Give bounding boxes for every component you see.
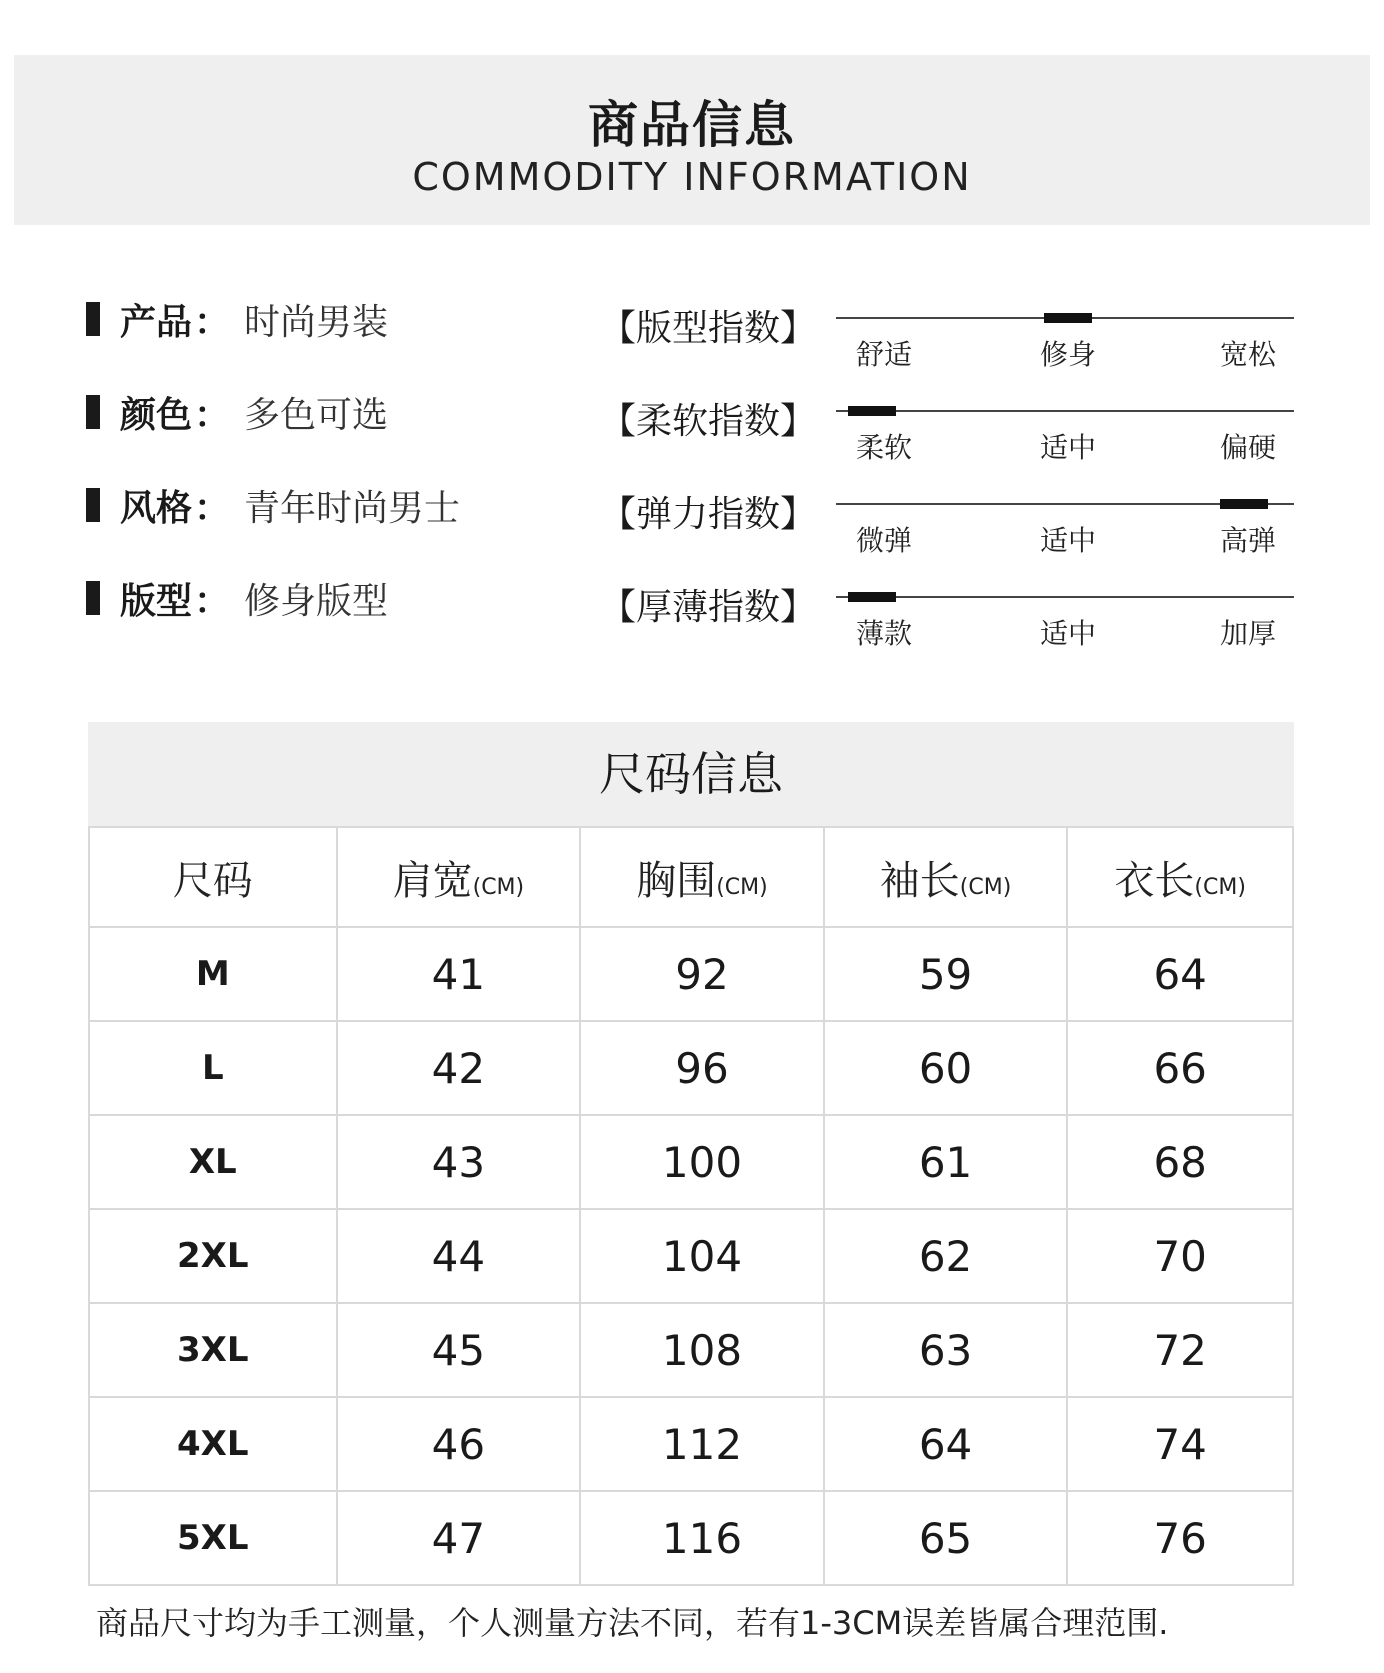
table-row [89,1021,1293,1115]
unit-label: (CM) [959,874,1012,900]
scale-option: 加厚 [1220,617,1277,650]
chest-cell: 96 [580,1021,824,1115]
header-size: 尺码 [89,827,337,927]
attribute-label: 颜色 [120,394,193,436]
size-table [88,826,1294,1586]
attribute-style [86,480,460,530]
table-row [89,1303,1293,1397]
attribute-label: 风格 [120,487,193,529]
chest-cell: 108 [580,1303,824,1397]
attribute-separator: ： [194,394,231,436]
chest-cell: 100 [580,1115,824,1209]
length-cell: 64 [1067,927,1293,1021]
table-row [89,1397,1293,1491]
shoulder-cell: 45 [337,1303,581,1397]
shoulder-cell: 44 [337,1209,581,1303]
size-table-header-row [89,827,1293,927]
attribute-label: 产品 [120,301,193,343]
sleeve-cell: 61 [824,1115,1068,1209]
index-scale-thickness [836,584,1294,664]
length-cell: 72 [1067,1303,1293,1397]
sleeve-cell: 64 [824,1397,1068,1491]
attribute-label: 版型 [120,580,193,622]
index-name-fit: 【版型指数】 [600,308,817,349]
unit-label: (CM) [472,874,525,900]
size-cell: 2XL [89,1209,337,1303]
length-cell: 70 [1067,1209,1293,1303]
scale-option: 柔软 [856,431,913,464]
size-cell: M [89,927,337,1021]
attribute-value: 时尚男装 [244,301,389,343]
scale-marker [848,406,896,416]
header-length: 衣长(CM) [1067,827,1293,927]
sleeve-cell: 65 [824,1491,1068,1585]
shoulder-cell: 41 [337,927,581,1021]
attribute-value: 青年时尚男士 [244,487,461,529]
index-name-elasticity: 【弹力指数】 [600,494,817,535]
length-cell: 68 [1067,1115,1293,1209]
sleeve-cell: 59 [824,927,1068,1021]
scale-option: 高弹 [1220,524,1277,557]
scale-option: 薄款 [856,617,913,650]
index-scale-softness [836,398,1294,478]
attribute-value: 修身版型 [244,580,389,622]
scale-option: 宽松 [1220,338,1277,371]
chest-cell: 112 [580,1397,824,1491]
attribute-bullet [86,395,100,429]
table-row [89,1491,1293,1585]
attribute-bullet [86,302,100,336]
header-chest: 胸围(CM) [580,827,824,927]
unit-label: (CM) [716,874,768,900]
scale-marker [1044,313,1092,323]
size-table-title: 尺码信息 [88,722,1294,826]
attribute-product [86,294,388,344]
commodity-header [14,55,1370,225]
attribute-fit [86,573,388,623]
shoulder-cell: 42 [337,1021,581,1115]
length-cell: 74 [1067,1397,1293,1491]
attribute-value: 多色可选 [244,394,389,436]
index-scale-elasticity [836,491,1294,571]
chest-cell: 92 [580,927,824,1021]
header-shoulder: 肩宽(CM) [337,827,581,927]
size-cell: L [89,1021,337,1115]
sleeve-cell: 60 [824,1021,1068,1115]
scale-option: 适中 [1040,431,1097,464]
scale-marker [848,592,896,602]
measurement-note: 商品尺寸均为手工测量，个人测量方法不同，若有1-3CM误差皆属合理范围. [96,1604,1169,1642]
scale-line [836,596,1294,598]
attribute-separator: ： [194,580,231,622]
attribute-bullet [86,488,100,522]
attribute-separator: ： [194,301,231,343]
size-cell: 4XL [89,1397,337,1491]
header-title-cn: 商品信息 [588,96,796,154]
scale-marker [1220,499,1268,509]
unit-label: (CM) [1194,874,1246,900]
table-row [89,927,1293,1021]
header-title-en: COMMODITY INFORMATION [412,155,972,199]
shoulder-cell: 43 [337,1115,581,1209]
table-row [89,1115,1293,1209]
header-sleeve: 袖长(CM) [824,827,1068,927]
index-scale-fit [836,305,1294,385]
chest-cell: 104 [580,1209,824,1303]
index-name-thickness: 【厚薄指数】 [600,587,817,628]
shoulder-cell: 46 [337,1397,581,1491]
scale-option: 修身 [1040,338,1097,371]
scale-option: 偏硬 [1220,431,1277,464]
scale-option: 适中 [1040,524,1097,557]
scale-option: 舒适 [856,338,913,371]
scale-option: 微弹 [856,524,913,557]
shoulder-cell: 47 [337,1491,581,1585]
attribute-separator: ： [194,487,231,529]
size-cell: 5XL [89,1491,337,1585]
sleeve-cell: 63 [824,1303,1068,1397]
scale-line [836,410,1294,412]
length-cell: 66 [1067,1021,1293,1115]
scale-option: 适中 [1040,617,1097,650]
table-row [89,1209,1293,1303]
index-name-softness: 【柔软指数】 [600,401,817,442]
size-cell: XL [89,1115,337,1209]
chest-cell: 116 [580,1491,824,1585]
length-cell: 76 [1067,1491,1293,1585]
size-cell: 3XL [89,1303,337,1397]
attribute-color [86,387,388,437]
attribute-bullet [86,581,100,615]
sleeve-cell: 62 [824,1209,1068,1303]
